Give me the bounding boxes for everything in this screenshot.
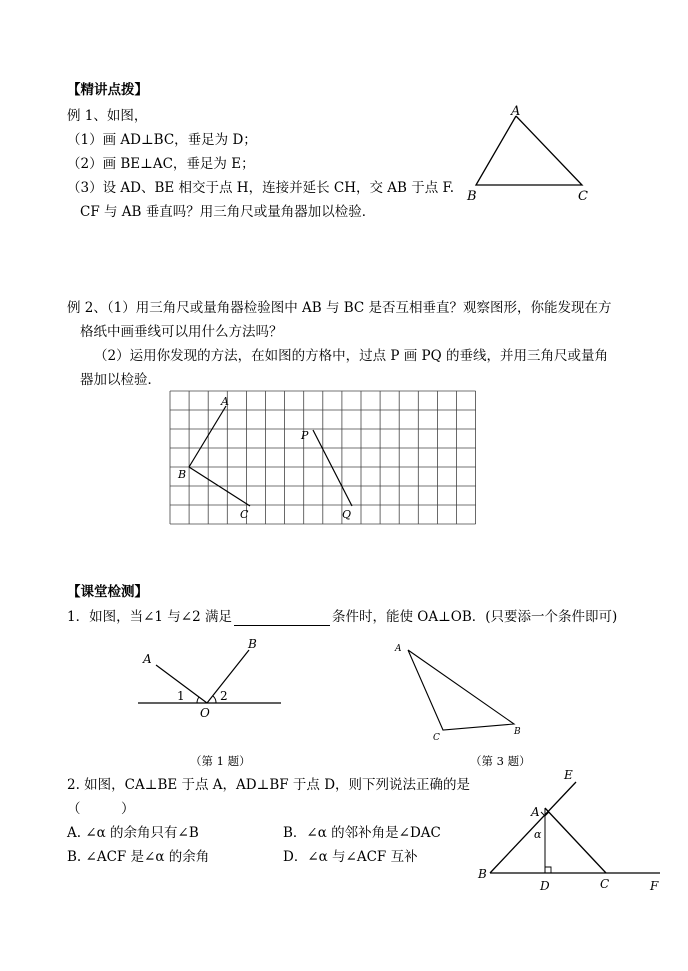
- grid-label-a: A: [221, 395, 229, 408]
- label-b: B: [467, 189, 477, 204]
- q3-label-b: B: [514, 727, 521, 737]
- grid-paper-figure: [168, 389, 478, 529]
- figure-question1: [136, 636, 286, 721]
- section-heading-ketang: 【课堂检测】: [67, 584, 148, 600]
- example1-q1: （1）画 AD⊥BC，垂足为 D；: [67, 132, 257, 148]
- example2-line3: （2）运用你发现的方法，在如图的方格中，过点 P 画 PQ 的垂线，并用三角尺或量角: [94, 348, 608, 364]
- q2-label-b: B: [478, 867, 487, 881]
- example1-q3-cont: CF 与 AB 垂直吗？用三角尺或量角器加以检验．: [80, 204, 376, 220]
- section-heading-jingjiang: 【精讲点拨】: [67, 82, 148, 98]
- q1-label-b: B: [248, 637, 257, 651]
- question1: 1．如图，当∠1 与∠2 满足 条件时，能使 OA⊥OB．(只要添一个条件即可): [67, 609, 618, 625]
- option-a: A. ∠α 的余角只有∠B: [67, 825, 199, 841]
- answer-blank: [234, 611, 330, 626]
- option-b: B．∠α 的邻补角是∠DAC: [283, 825, 441, 841]
- example2-line2: 格纸中画垂线可以用什么方法吗？: [80, 324, 283, 340]
- question2-stem: 2. 如图，CA⊥BE 于点 A，AD⊥BF 于点 D，则下列说法正确的是: [67, 777, 471, 793]
- q2-label-f: F: [650, 879, 659, 893]
- caption-figure3: （第 3 题）: [470, 754, 531, 768]
- grid-label-p: P: [301, 429, 309, 442]
- example2-line4: 器加以检验．: [80, 372, 161, 388]
- grid-label-b: B: [178, 468, 187, 481]
- q1-label-o: O: [200, 706, 210, 720]
- figure-question2: [470, 766, 670, 896]
- q2-label-c: C: [600, 877, 610, 891]
- option-d: D．∠α 与∠ACF 互补: [283, 849, 418, 865]
- example1-title: 例 1、如图，: [67, 108, 148, 124]
- caption-figure1: （第 1 题）: [190, 754, 251, 768]
- figure-question3: [390, 636, 530, 746]
- label-a: A: [511, 104, 521, 119]
- grid-label-q: Q: [342, 508, 352, 521]
- q2-label-e: E: [564, 768, 573, 782]
- question2-answer-paren: （ ）: [67, 801, 135, 817]
- example1-q2: （2）画 BE⊥AC，垂足为 E；: [67, 156, 255, 172]
- q1-label-angle2: 2: [220, 689, 228, 703]
- q3-label-c: C: [433, 733, 440, 743]
- q2-label-alpha: α: [534, 828, 542, 841]
- q2-label-d: D: [540, 879, 550, 893]
- triangle-abc-figure: [460, 100, 600, 210]
- q1-label-a: A: [143, 652, 152, 666]
- example1-q3: （3）设 AD、BE 相交于点 H，连接并延长 CH，交 AB 于点 F.: [67, 180, 455, 196]
- q1-label-angle1: 1: [177, 689, 185, 703]
- q3-label-a: A: [395, 644, 402, 654]
- grid-label-c: C: [240, 508, 249, 521]
- example2-line1: 例 2、（1）用三角尺或量角器检验图中 AB 与 BC 是否互相垂直？观察图形，你能发现在方: [67, 300, 612, 316]
- q2-label-a: A: [531, 805, 540, 819]
- label-c: C: [578, 189, 588, 204]
- option-c: B. ∠ACF 是∠α 的余角: [67, 849, 210, 865]
